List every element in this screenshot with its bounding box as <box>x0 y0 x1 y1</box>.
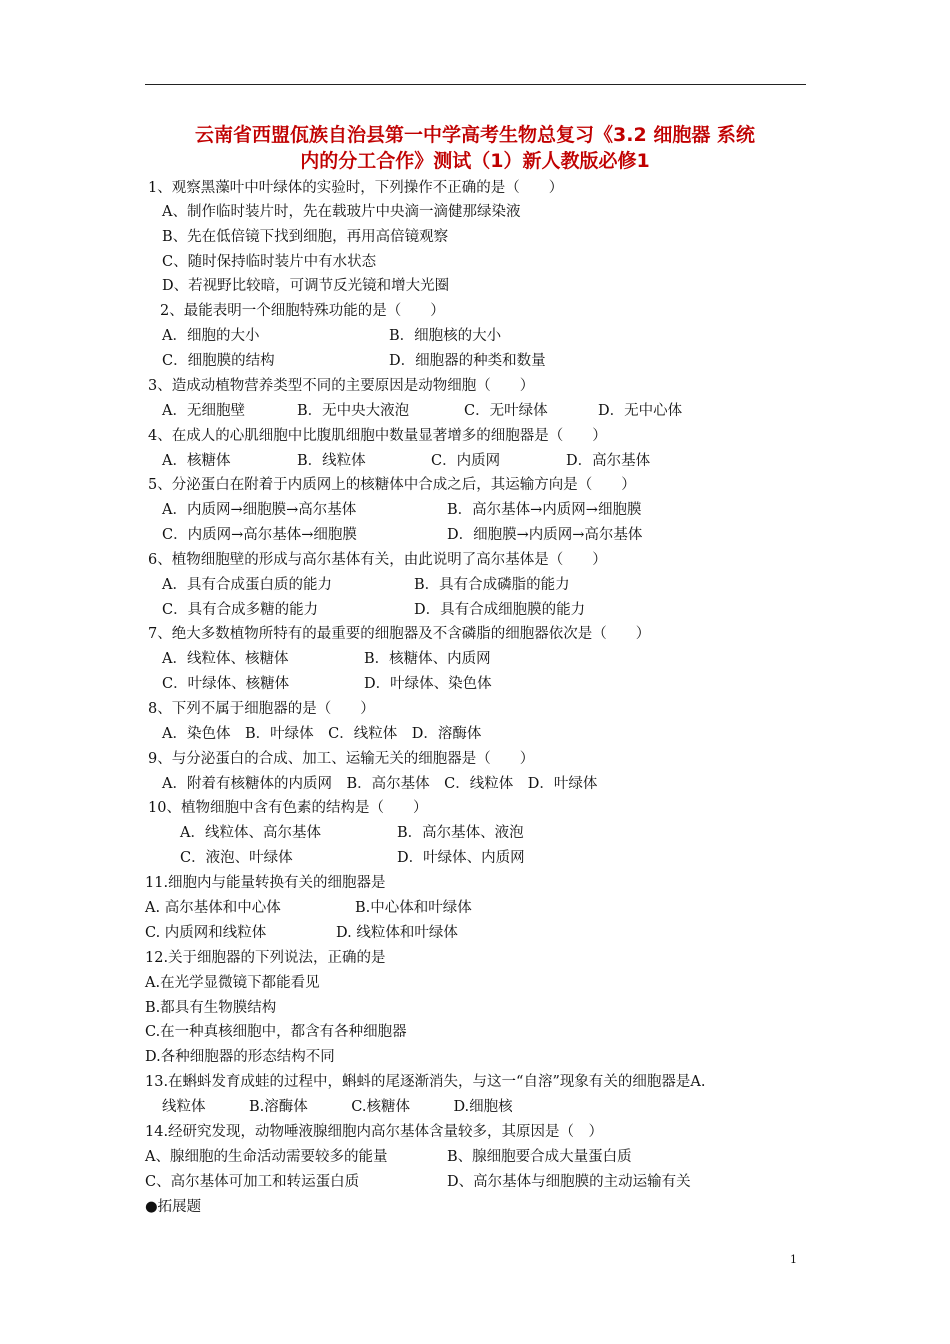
q1-option-d: D、若视野比较暗，可调节反光镜和增大光圈 <box>162 278 450 294</box>
q7-option-c: C．叶绿体、核糖体 <box>162 676 290 692</box>
q14-option-b: B、腺细胞要合成大量蛋白质 <box>447 1149 632 1165</box>
q11-option-d: D. 线粒体和叶绿体 <box>336 925 458 941</box>
section-heading: ●拓展题 <box>145 1199 202 1215</box>
doc-title-line1: 云南省西盟佤族自治县第一中学高考生物总复习《3.2 细胞器 系统 <box>195 124 755 146</box>
q6-option-d: D．具有合成细胞膜的能力 <box>414 602 586 618</box>
q9-options: A．附着有核糖体的内质网 B．高尔基体 C．线粒体 D．叶绿体 <box>162 776 598 792</box>
q4-option-c: C．内质网 <box>431 453 501 469</box>
q8-options: A．染色体 B．叶绿体 C．线粒体 D．溶酶体 <box>162 726 482 742</box>
q13-options: 线粒体 B.溶酶体 C.核糖体 D.细胞核 <box>162 1099 513 1115</box>
doc-title-line2: 内的分工合作》测试（1）新人教版必修1 <box>300 150 650 172</box>
q7-option-a: A．线粒体、核糖体 <box>162 651 289 667</box>
q10-option-a: A．线粒体、高尔基体 <box>180 825 321 841</box>
q5-option-c: C．内质网→高尔基体→细胞膜 <box>162 527 357 543</box>
question-4: 4、在成人的心肌细胞中比腹肌细胞中数量显著增多的细胞器是（ ） <box>148 428 607 444</box>
question-13: 13.在蝌蚪发育成蛙的过程中，蝌蚪的尾逐渐消失，与这一“自溶”现象有关的细胞器是A. <box>145 1074 706 1090</box>
q12-option-c: C.在一种真核细胞中，都含有各种细胞器 <box>145 1024 407 1040</box>
q1-option-c: C、随时保持临时装片中有水状态 <box>162 254 377 270</box>
q2-option-b: B．细胞核的大小 <box>389 328 502 344</box>
question-14: 14.经研究发现，动物唾液腺细胞内高尔基体含量较多，其原因是（ ） <box>145 1124 604 1140</box>
q12-option-a: A.在光学显微镜下都能看见 <box>145 975 320 991</box>
q3-option-b: B．无中央大液泡 <box>297 403 410 419</box>
question-9: 9、与分泌蛋白的合成、加工、运输无关的细胞器是（ ） <box>148 751 535 767</box>
q14-option-d: D、高尔基体与细胞膜的主动运输有关 <box>447 1174 691 1190</box>
q6-option-c: C．具有合成多糖的能力 <box>162 602 319 618</box>
q11-option-c: C. 内质网和线粒体 <box>145 925 267 941</box>
q10-option-d: D．叶绿体、内质网 <box>397 850 525 866</box>
q4-option-b: B．线粒体 <box>297 453 366 469</box>
q12-option-b: B.都具有生物膜结构 <box>145 1000 277 1016</box>
q3-option-c: C．无叶绿体 <box>464 403 548 419</box>
q4-option-a: A．核糖体 <box>162 453 231 469</box>
question-1: 1、观察黑藻叶中叶绿体的实验时，下列操作不正确的是（ ） <box>148 180 564 196</box>
q7-option-b: B．核糖体、内质网 <box>364 651 491 667</box>
q7-option-d: D．叶绿体、染色体 <box>364 676 492 692</box>
q6-option-b: B．具有合成磷脂的能力 <box>414 577 570 593</box>
question-5: 5、分泌蛋白在附着于内质网上的核糖体中合成之后，其运输方向是（ ） <box>148 477 636 493</box>
header-rule <box>145 84 806 85</box>
q1-option-a: A、制作临时装片时，先在载玻片中央滴一滴健那绿染液 <box>162 204 521 220</box>
q10-option-b: B．高尔基体、液泡 <box>397 825 524 841</box>
question-2: 2、最能表明一个细胞特殊功能的是（ ） <box>160 303 445 319</box>
question-12: 12.关于细胞器的下列说法，正确的是 <box>145 950 386 966</box>
question-3: 3、造成动植物营养类型不同的主要原因是动物细胞（ ） <box>148 378 535 394</box>
q5-option-a: A．内质网→细胞膜→高尔基体 <box>162 502 357 518</box>
q4-option-d: D．高尔基体 <box>566 453 651 469</box>
q14-option-c: C、高尔基体可加工和转运蛋白质 <box>145 1174 360 1190</box>
q3-option-d: D．无中心体 <box>598 403 683 419</box>
q2-option-a: A．细胞的大小 <box>162 328 260 344</box>
q6-option-a: A．具有合成蛋白质的能力 <box>162 577 332 593</box>
page-number: 1 <box>790 1253 797 1266</box>
q5-option-d: D．细胞膜→内质网→高尔基体 <box>447 527 643 543</box>
q5-option-b: B．高尔基体→内质网→细胞膜 <box>447 502 642 518</box>
q14-option-a: A、腺细胞的生命活动需要较多的能量 <box>145 1149 388 1165</box>
q11-option-b: B.中心体和叶绿体 <box>355 900 472 916</box>
q11-option-a: A. 高尔基体和中心体 <box>145 900 281 916</box>
q3-option-a: A．无细胞壁 <box>162 403 245 419</box>
question-6: 6、植物细胞壁的形成与高尔基体有关，由此说明了高尔基体是（ ） <box>148 552 607 568</box>
q12-option-d: D.各种细胞器的形态结构不同 <box>145 1049 335 1065</box>
question-10: 10、植物细胞中含有色素的结构是（ ） <box>148 800 428 816</box>
q2-option-d: D．细胞器的种类和数量 <box>389 353 546 369</box>
question-11: 11.细胞内与能量转换有关的细胞器是 <box>145 875 386 891</box>
q2-option-c: C．细胞膜的结构 <box>162 353 275 369</box>
q1-option-b: B、先在低倍镜下找到细胞，再用高倍镜观察 <box>162 229 449 245</box>
question-7: 7、绝大多数植物所特有的最重要的细胞器及不含磷脂的细胞器依次是（ ） <box>148 626 651 642</box>
q10-option-c: C．液泡、叶绿体 <box>180 850 293 866</box>
question-8: 8、下列不属于细胞器的是（ ） <box>148 701 375 717</box>
